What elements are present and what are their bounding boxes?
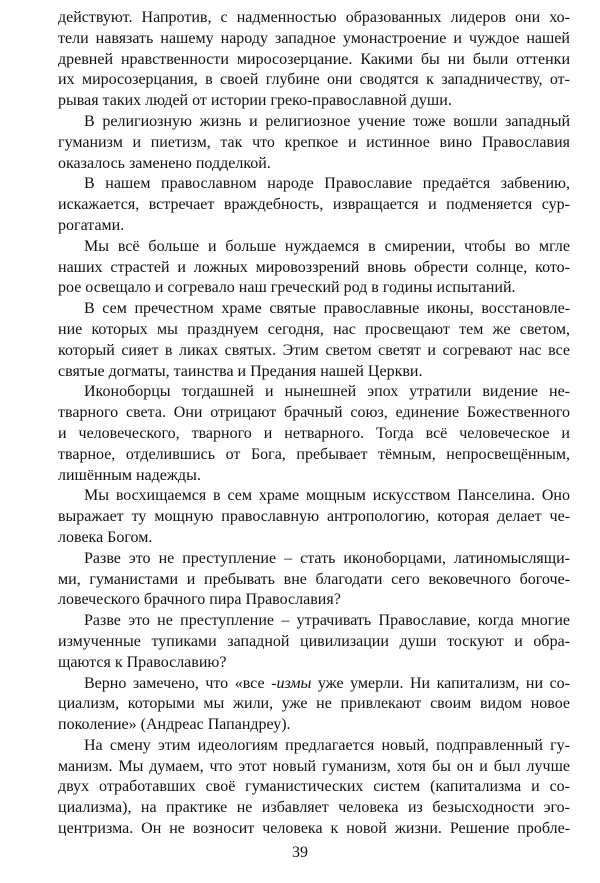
text-line: рогатами.: [58, 216, 125, 234]
text-line: В сем пречестном храме святые православные иконы, восстановле-: [84, 300, 570, 318]
text-line: измученные тупиками западной цивилизации души тоскуют и обра-: [58, 632, 570, 650]
text-line: их миросозерцания, в своей глубине они сводятся к западничеству, от-: [58, 71, 570, 89]
text-line: Разве это не преступление – стать иконоборцами, латиномыслящи-: [84, 549, 570, 567]
text-line: Мы всё больше и больше нуждаемся в смирении, чтобы во мгле: [84, 237, 570, 255]
text-line: Разве это не преступление – утрачивать Православие, когда многие: [84, 612, 570, 630]
text-line: циализм, которыми мы жили, уже не привлекают своим видом новое: [58, 695, 570, 713]
text-line: двух отработавших своё гуманистических систем (капитализма и со-: [58, 778, 570, 796]
text-line: ловеческого брачного пира Православия?: [58, 591, 341, 609]
text-line: ловека Богом.: [58, 528, 153, 546]
text-line: действуют. Напротив, с надменностью образованных лидеров они хо-: [58, 9, 570, 26]
text-line: который сияет в ликах святых. Этим светом светят и согревают нас все: [58, 341, 570, 359]
text-line: В религиозную жизнь и религиозное учение тоже вошли западный: [84, 112, 570, 130]
text-line: манизм. Мы думаем, что этот новый гуманизм, хотя бы он и был лучше: [58, 757, 570, 775]
text-line: Иконоборцы тогдашней и нынешней эпох утратили видение не-: [84, 383, 570, 401]
text-line: святые догматы, таинства и Предания нашей Церкви.: [58, 362, 423, 380]
body-text: [58, 8, 570, 840]
text-line: наших страстей и ложных мировоззрений вновь обрести солнце, кото-: [58, 258, 570, 276]
text-line: центризма. Он не возносит человека к новой жизни. Решение пробле-: [58, 820, 570, 838]
text-line: щаются к Православию?: [58, 653, 227, 671]
text-line: гуманизм и пиетизм, так что крепкое и истинное вино Православия: [58, 133, 570, 151]
text-line: ние которых мы празднуем сегодня, нас просвещают тем же светом,: [58, 320, 570, 338]
text-line: тели навязать нашему народу западное умонастроение и чуждое нашей: [58, 29, 570, 47]
text-line: Мы восхищаемся в сем храме мощным искусством Панселина. Оно: [84, 487, 570, 505]
text-line: тварное, отделившись от Бога, пребывает тёмным, непросвещённым,: [58, 445, 570, 463]
text-line: лишённым надежды.: [58, 466, 201, 484]
text-line: поколение» (Андреас Папандреу).: [58, 716, 291, 734]
page-number: 39: [292, 844, 308, 861]
text-line: тварного света. Они отрицают брачный союз, единение Божественного: [58, 404, 570, 422]
text-line: выражает ту мощную православную антропологию, которая делает че-: [58, 508, 570, 526]
text-line: На смену этим идеологиям предлагается новый, подправленный гу-: [84, 736, 570, 754]
text-line: рое освещало и согревало наш греческий род в годины испытаний.: [58, 279, 516, 297]
text-line: древней нравственности миросозерцание. Какими бы ни были оттенки: [58, 50, 570, 68]
text-line: циализма), на практике не избавляет человека из безысходности эго-: [58, 799, 570, 817]
text-line: рывая таких людей от истории греко-православной души.: [58, 92, 452, 110]
text-line: и человеческого, тварного и нетварного. Тогда всё человеческое и: [58, 424, 570, 442]
text-line: Верно замечено, что «все -измы уже умерли. Ни капитализм, ни со-: [84, 674, 571, 692]
text-line: искажается, встречает враждебность, извращается и подменяется сур-: [58, 196, 570, 214]
text-line: ми, гуманистами и пребывать вне благодати сего вековечного богоче-: [58, 570, 570, 588]
text-line: В нашем православном народе Православие предаётся забвению,: [84, 175, 570, 193]
text-line: оказалось заменено подделкой.: [58, 154, 271, 172]
